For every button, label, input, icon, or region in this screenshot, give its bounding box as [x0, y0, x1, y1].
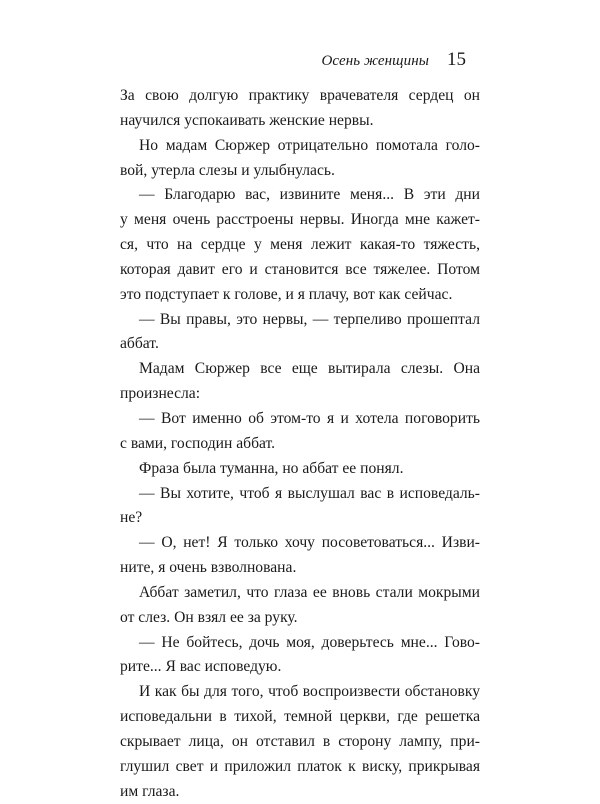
text-line: у меня очень расстроены нервы. Иногда мне кажет- — [120, 211, 480, 229]
running-head — [321, 49, 466, 71]
text-line: рите... Я вас исповедую. — [120, 658, 282, 676]
text-line: Аббат заметил, что глаза ее вновь стали мокрыми — [139, 583, 480, 601]
text-line: произнесла: — [120, 385, 201, 403]
text-line: Но мадам Сюржер отрицательно помотала голо- — [139, 136, 480, 154]
text-line: глушил свет и приложил платок к виску, прикрывая — [120, 757, 480, 775]
text-line: которая давит его и становится все тяжелее. Потом — [120, 260, 480, 278]
text-line: не? — [120, 509, 143, 527]
text-line: Фраза была туманна, но аббат ее понял. — [139, 459, 404, 477]
text-line: — Благодарю вас, извините меня... В эти дни — [139, 186, 480, 204]
text-line: Мадам Сюржер все еще вытирала слезы. Она — [139, 360, 480, 378]
text-line: исповедальни в тихой, темной церкви, где решетка — [120, 708, 480, 726]
text-line: — О, нет! Я только хочу посоветоваться... Изви- — [139, 534, 480, 552]
running-title: Осень женщины — [321, 53, 429, 69]
text-line: скрывает лица, он отставил в сторону лампу, при- — [120, 732, 480, 750]
text-line: И как бы для того, чтоб воспроизвести обстановку — [139, 683, 480, 701]
text-line: ните, я очень взволнована. — [120, 559, 297, 577]
text-line: научился успокаивать женские нервы. — [120, 111, 374, 129]
text-line: им глаза. — [120, 782, 180, 800]
text-line: — Не бойтесь, дочь моя, доверьтесь мне... Гово- — [139, 633, 480, 651]
text-line: — Вы хотите, чтоб я выслушал вас в исповедаль- — [139, 484, 480, 502]
page-number: 15 — [447, 49, 466, 70]
text-line: это подступает к голове, и я плачу, вот как сейчас. — [120, 285, 453, 303]
text-line: вой, утерла слезы и улыбнулась. — [120, 161, 335, 179]
text-line: ся, что на сердце у меня лежит какая-то тяжесть, — [120, 236, 480, 254]
text-line: За свою долгую практику врачевателя сердец он — [120, 87, 480, 104]
text-line: — Вот именно об этом-то я и хотела поговорить — [139, 409, 480, 427]
text-line: от слез. Он взял ее за руку. — [120, 608, 298, 626]
text-line: с вами, господин аббат. — [120, 434, 276, 452]
text-line: аббат. — [120, 335, 159, 353]
text-line: — Вы правы, это нервы, — терпеливо прошептал — [139, 310, 480, 328]
body-text — [120, 84, 480, 804]
